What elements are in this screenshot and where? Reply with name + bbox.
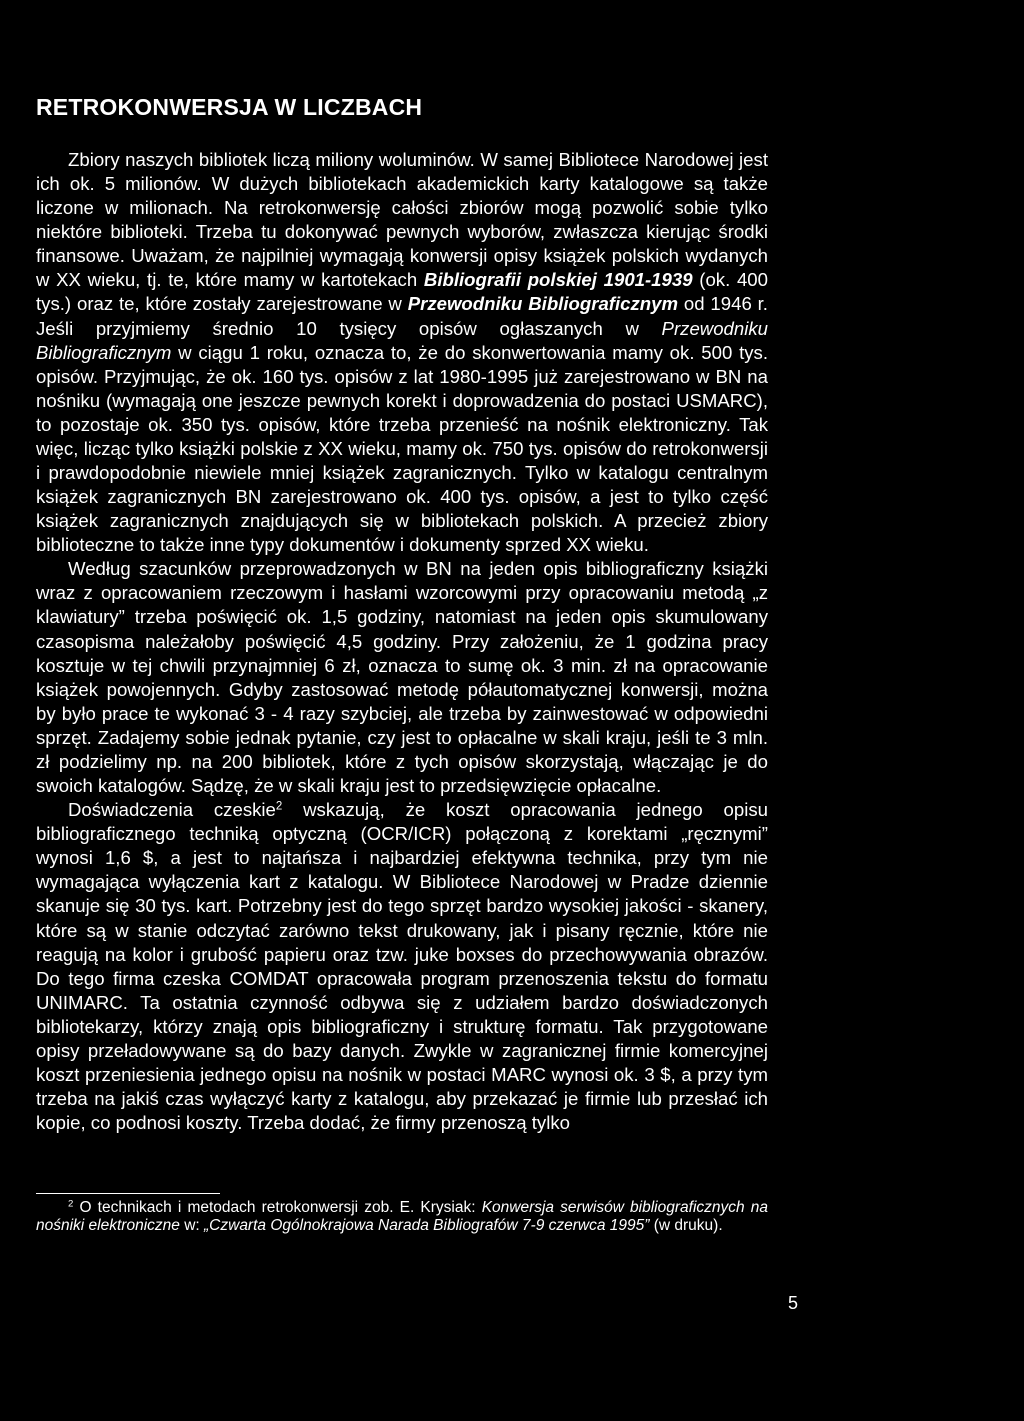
footnote-text-a: O technikach i metodach retrokonwersji zob. E. Krysiak: [73, 1199, 482, 1216]
paragraph-1-text-c: (ok. 400 tys.) oraz te, które zostały zarejestrowane w [36, 269, 768, 315]
przewodnik-title-bold: Przewodniku Bibliograficznym [407, 293, 679, 315]
section-heading: RETROKONWERSJA W LICZBACH [36, 94, 423, 120]
paragraph-3 [36, 798, 768, 1135]
paragraph-1-text-g: w ciągu 1 roku, oznacza to, że do skonwertowania mamy ok. 500 tys. opisów. Przyjmując, że ok. 160 tys. opisów z lat 1980-1995 już zarejestrowano w BN na nośniku (wymagają one jeszcze pewnych korekt i doprowadzenia do postaci USMARC), to pozostaje ok. 350 tys. opisów, które trzeba przenieść na nośnik elektroniczny. Tak więc, licząc tylko książki polskie z XX wieku, mamy ok. 750 tys. opisów do retrokonwersji i prawdopodobnie niewiele mniej książek zagranicznych. Tylko w katalogu centralnym książek zagranicznych BN zarejestrowano ok. 400 tys. opisów, a jest to tylko część książek zagranicznych znajdujących się w bibliotekach polskich. A przecież zbiory biblioteczne to także inne typy dokumentów i dokumenty sprzed XX wieku. [36, 341, 768, 556]
paragraph-3-text-b: wskazują, że koszt opracowania jednego opisu bibliograficznego techniką optyczną (OCR/ICR) połączoną z korektami „ręcznymi” wynosi 1,6 $, a jest to najtańsza i najbardziej efektywna technika, przy tym nie wymagająca wyłączenia kart z katalogu. W Bibliotece Narodowej w Pradze dziennie skanuje się 30 tys. kart. Potrzebny jest do tego sprzęt bardzo wysokiej jakości - skanery, które są w stanie odczytać zarówno tekst drukowany, jak i pisany ręcznie, które nie reagują na kolor i grubość papieru oraz tzw. juke boxses do przechowywania obrazów. Do tego firma czeska COMDAT opracowała program przenoszenia tekstu do formatu UNIMARC. Ta ostatnia czynność odbywa się z udziałem bardzo doświadczonych bibliotekarzy, którzy znają opis bibliograficzny i strukturę formatu. Tak przygotowane opisy przeładowywane są do bazy danych. Zwykle w zagranicznej firmie komercyjnej koszt przeniesienia jednego opisu na nośnik w postaci MARC wynosi ok. 3 $, a przy tym trzeba na jakiś czas wyłączyć karty z katalogu, aby przekazać je firmie lub przesłać ich kopie, co podnosi koszty. Trzeba dodać, że firmy przenoszą tylko [36, 799, 768, 1134]
paragraph-2: Według szacunków przeprowadzonych w BN na jeden opis bibliograficzny książki wraz z opracowaniem rzeczowym i hasłami wzorcowymi przy opracowaniu metodą „z klawiatury” trzeba poświęcić ok. 1,5 godziny, natomiast na jeden opis skumulowany czasopisma należałoby poświęcić 4,5 godziny. Przy założeniu, że 1 godzina pracy kosztuje w tej chwili przynajmniej 6 zł, oznacza to sumę ok. 3 min. zł na opracowanie książek powojennych. Gdyby zastosować metodę półautomatycznej konwersji, można by było prace te wykonać 3 - 4 razy szybciej, ale trzeba by zainwestować w odpowiedni sprzęt. Zadajemy sobie jednak pytanie, czy jest to opłacalne w skali kraju, jeśli te 3 mln. zł podzielimy np. na 200 bibliotek, które z tych opisów skorzystają, włączając je do swoich katalogów. Sądzę, że w skali kraju jest to przedsięwzięcie opłacalne. [36, 558, 768, 797]
paragraph-3-text-a: Doświadczenia czeskie [68, 799, 276, 821]
page-number: 5 [788, 1293, 799, 1313]
paragraph-1-text-a: Zbiory naszych bibliotek liczą miliony woluminów. W samej Bibliotece Narodowej jest ich ok. 5 milionów. W dużych bibliotekach akademickich karty katalogowe są także liczone w milionach. Na retrokonwersję całości zbiorów mogą pozwolić sobie tylko niektóre biblioteki. Trzeba tu dokonywać pewnych wyborów, zwłaszcza kierując środki finansowe. Uważam, że najpilniej wymagają konwersji opisy książek polskich wydanych w XX wieku, tj. te, które mamy w kartotekach [36, 149, 768, 291]
footnote-cited-source: „Czwarta Ogólnokrajowa Narada Bibliografów 7-9 czerwca 1995” [204, 1217, 650, 1234]
bibliography-title: Bibliografii polskiej 1901-1939 [423, 269, 693, 291]
document-page [36, 0, 799, 1421]
footnote-divider [36, 1193, 220, 1194]
body-text [36, 148, 768, 1135]
paragraph-1 [36, 148, 768, 557]
footnote-reference: 2 [275, 800, 283, 813]
przewodnik-title-italic: Przewodniku Bibliograficznym [36, 317, 768, 363]
footnote-text-e: (w druku). [649, 1217, 723, 1234]
footnote-cited-title: Konwersja serwisów bibliograficznych na nośniki elektroniczne [36, 1199, 768, 1234]
footnote-text-c: w: [179, 1217, 205, 1234]
paragraph-1-text-e: od 1946 r. Jeśli przyjmiemy średnio 10 tysięcy opisów ogłaszanych w [36, 293, 768, 339]
footnote-number: 2 [68, 1198, 74, 1210]
footnote-text [36, 1199, 768, 1235]
footnote [36, 1199, 768, 1235]
